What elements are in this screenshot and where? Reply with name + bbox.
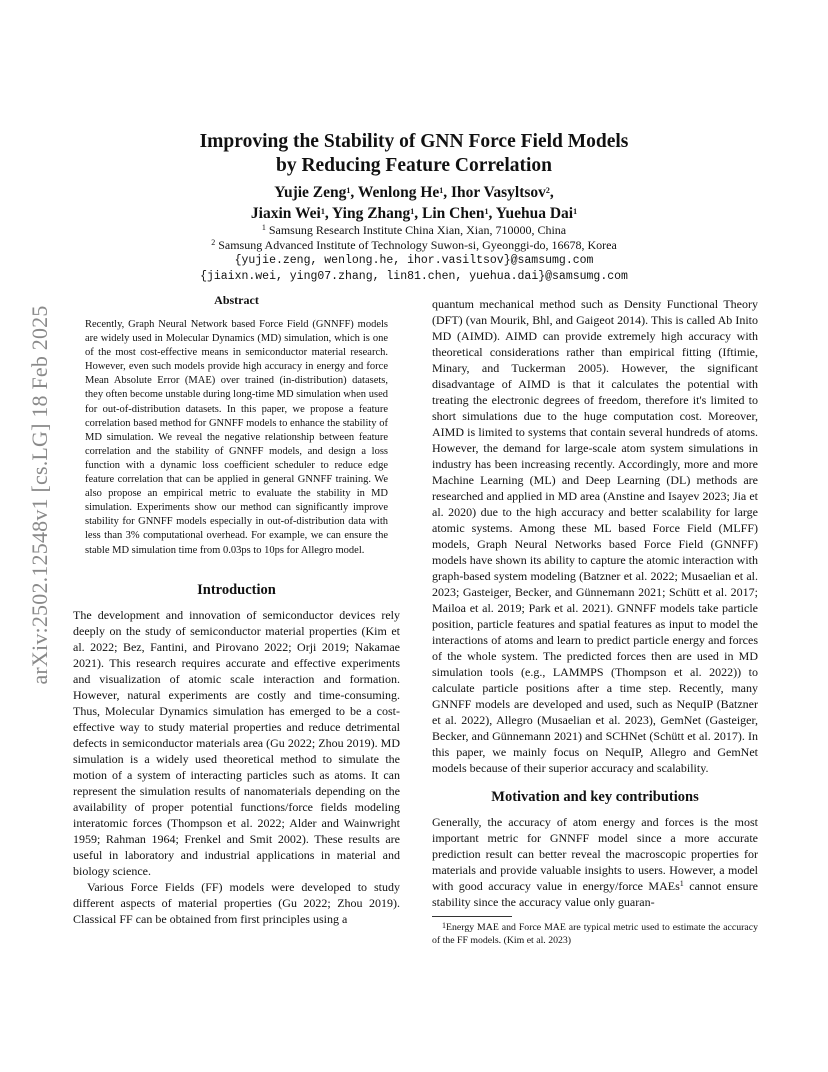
email-line-2: {jiaixn.wei, ying07.zhang, lin81.chen, yuehua.dai}@samsumg.com (200, 270, 628, 283)
abstract-heading: Abstract (214, 293, 259, 307)
paper-title (120, 130, 708, 178)
affiliation-text: Samsung Research Institute China Xian, Xian, 710000, China (268, 223, 567, 237)
author-affiliation-mark: 2 (545, 186, 550, 195)
motivation-paragraph (432, 814, 758, 910)
author-list (120, 182, 708, 224)
right-column (432, 296, 758, 947)
left-column (73, 293, 400, 927)
author-line-1: Yujie Zeng$^1$, Wenlong He$^1$, Ihor Vasyltsov$^2$, (274, 184, 554, 201)
footnote-divider (432, 916, 512, 917)
paper-title-line-2: by Reducing Feature Correlation (275, 155, 553, 176)
footnote-reference-mark: 1 (679, 879, 684, 888)
right-column-paragraph-1: quantum mechanical method such as Density Functional Theory (DFT) (van Mourik, Bhl, and Gaigeot 2014). This is called Ab Inito MD (AIMD). AIMD can provide extremely high accuracy with theoretical considerations rather than empirical fitting (Iftimie, Minary, and Tuckerman 2005). However, the significant disadvantage of AIMD is that it calculates the potential with treating the electronic degrees of freedom, therefore it's limited to short simulations due to the huge computation cost. Moreover, AIMD is limited to systems that contain several hundreds of atoms. However, the demand for large-scale atom system simulations in industry has been increasing recently. Accordingly, more and more Machine Learning (ML) and Deep Learning (DL) methods are researched and applied in MD area (Anstine and Isayev 2023; Jia et al. 2020) due to the high accuracy and better scalability for large atomic systems. Among these ML based Force Field (MLFF) models, Graph Neural Networks based Force Field (GNNFF) models have shown its ability to capture the atomic interaction with graph-based system modeling (Batzner et al. 2022; Musaelian et al. 2023; Gasteiger, Becker, and Günnemann 2021; Schütt et al. 2017; Mailoa et al. 2019; Park et al. 2021). GNNFF models take particle position, particle features and spatial features as input to model the interactions of atoms and learn to predict particle energy and forces of the whole system. The predicted forces then are used in MD simulation tools (e.g., LAMMPS (Thompson et al. 2022)) to calculate particle positions after a time step. Recently, many GNNFF models are developed and used, such as NequIP (Batzner et al. 2022), Allegro (Musaelian et al. 2023), GemNet (Gasteiger, Becker, and Günnemann 2021) and SCHNet (Schütt et al. 2017). In this paper, we mainly focus on NequIP, Allegro and GemNet models because of their superior accuracy and scalability. (432, 297, 758, 775)
footnote-text: Energy MAE and Force MAE are typical metric used to estimate the accuracy of the FF models. (Kim et al. 2023) (432, 922, 758, 946)
motivation-text: Generally, the accuracy of atom energy and forces is the most important metric for GNNFF model since a more accurate prediction result can better reveal the macroscopic properties for materials and provide valuable insights to users. However, a model with good accuracy value in energy/force MAEs (432, 815, 758, 893)
introduction-heading: Introduction (197, 581, 276, 598)
author-name: Lin Chen (422, 205, 485, 222)
arxiv-identifier: arXiv:2502.12548v1 [cs.LG] 18 Feb 2025 (27, 305, 52, 685)
affiliation-2 (100, 237, 728, 253)
author-affiliation-mark: 1 (573, 207, 578, 216)
author-affiliation-mark: 1 (484, 207, 489, 216)
introduction-paragraph-1: The development and innovation of semiconductor devices rely deeply on the study of semiconductor material properties (Kim et al. 2022; Bez, Fantini, and Pirovano 2022; Orji 2019; Nakamae 2021). This research requires accurate and effective experiments and visualization of atomic scale interaction and formation. However, natural experiments are costly and time-consuming. Thus, Molecular Dynamics simulation has emerged to be a cost-effective way to study material properties and reduce detrimental defects in semiconductor materials area (Gu 2022; Zhou 2019). MD simulation is a widely used theoretical method to simulate the motion of a system of interacting particles such as atoms. It can represent the simulation results of nanomaterials depending on the availability of proper potential functions/force fields modeling interatomic forces (Thompson et al. 2022; Alder and Wainwright 1959; Rahman 1964; Frenkel and Smit 2002). These results are useful in laboratory and industrial applications in material and biology science. (73, 607, 400, 878)
abstract-text: Recently, Graph Neural Network based Force Field (GNNFF) models are widely used in Molecular Dynamics (MD) simulation, which is one of the most cost-effective means in semiconductor material research. However, even such models provide high accuracy in energy and force Mean Absolute Error (MAE) over trained (in-distribution) datasets, they often become unstable during long-time MD simulation when used for out-of-distribution datasets. In this paper, we propose a feature correlation based method for GNNFF models to enhance the stability of MD simulation. We reveal the negative relationship between feature correlation and the stability of GNNFF models, and design a loss function with a dynamic loss coefficient scheduler to reduce edge feature correlation that can be applied in general GNNFF training. We also propose an empirical metric to evaluate the stability in MD simulation. Experiments show our method can significantly improve stability for GNNFF models especially in out-of-distribution data with less than 3% computational overhead. For example, we can ensure the stable MD simulation time from 0.03ps to 10ps for Allegro model. (85, 319, 388, 556)
footnote-mark: 1 (442, 921, 446, 930)
author-affiliation-mark: 1 (320, 207, 325, 216)
author-affiliation-mark: 1 (439, 186, 444, 195)
author-name: Jiaxin Wei (250, 205, 321, 222)
author-name: Yuehua Dai (495, 205, 574, 222)
author-line-2: Jiaxin Wei$^1$, Ying Zhang$^1$, Lin Chen$^1$, Yuehua Dai$^1$ (250, 205, 578, 222)
author-name: Ihor Vasyltsov (451, 184, 546, 201)
author-name: Wenlong He (357, 184, 440, 201)
motivation-text-end: cannot ensure stability since the accuracy value only guaran- (432, 879, 758, 909)
author-name: Ying Zhang (332, 205, 411, 222)
affiliation-text: Samsung Advanced Institute of Technology Suwon-si, Gyeonggi-do, 16678, Korea (218, 238, 617, 252)
motivation-heading: Motivation and key contributions (491, 789, 699, 805)
email-line-1: {yujie.zeng, wenlong.he, ihor.vasiltsov}@samsumg.com (234, 254, 594, 267)
affiliation-1 (100, 222, 728, 238)
arxiv-sidebar-stamp (20, 285, 60, 705)
affiliation-mark: 1 (261, 223, 266, 232)
footnote (432, 921, 758, 947)
author-affiliation-mark: 1 (410, 207, 415, 216)
introduction-paragraph-2: Various Force Fields (FF) models were developed to study different aspects of material properties (Gu 2022; Zhou 2019). Classical FF can be obtained from first principles using a (73, 879, 400, 926)
affiliation-mark: 2 (211, 238, 216, 247)
paper-title-line-1: Improving the Stability of GNN Force Field Models (199, 131, 629, 152)
author-name: Yujie Zeng (274, 184, 347, 201)
author-affiliation-mark: 1 (346, 186, 351, 195)
